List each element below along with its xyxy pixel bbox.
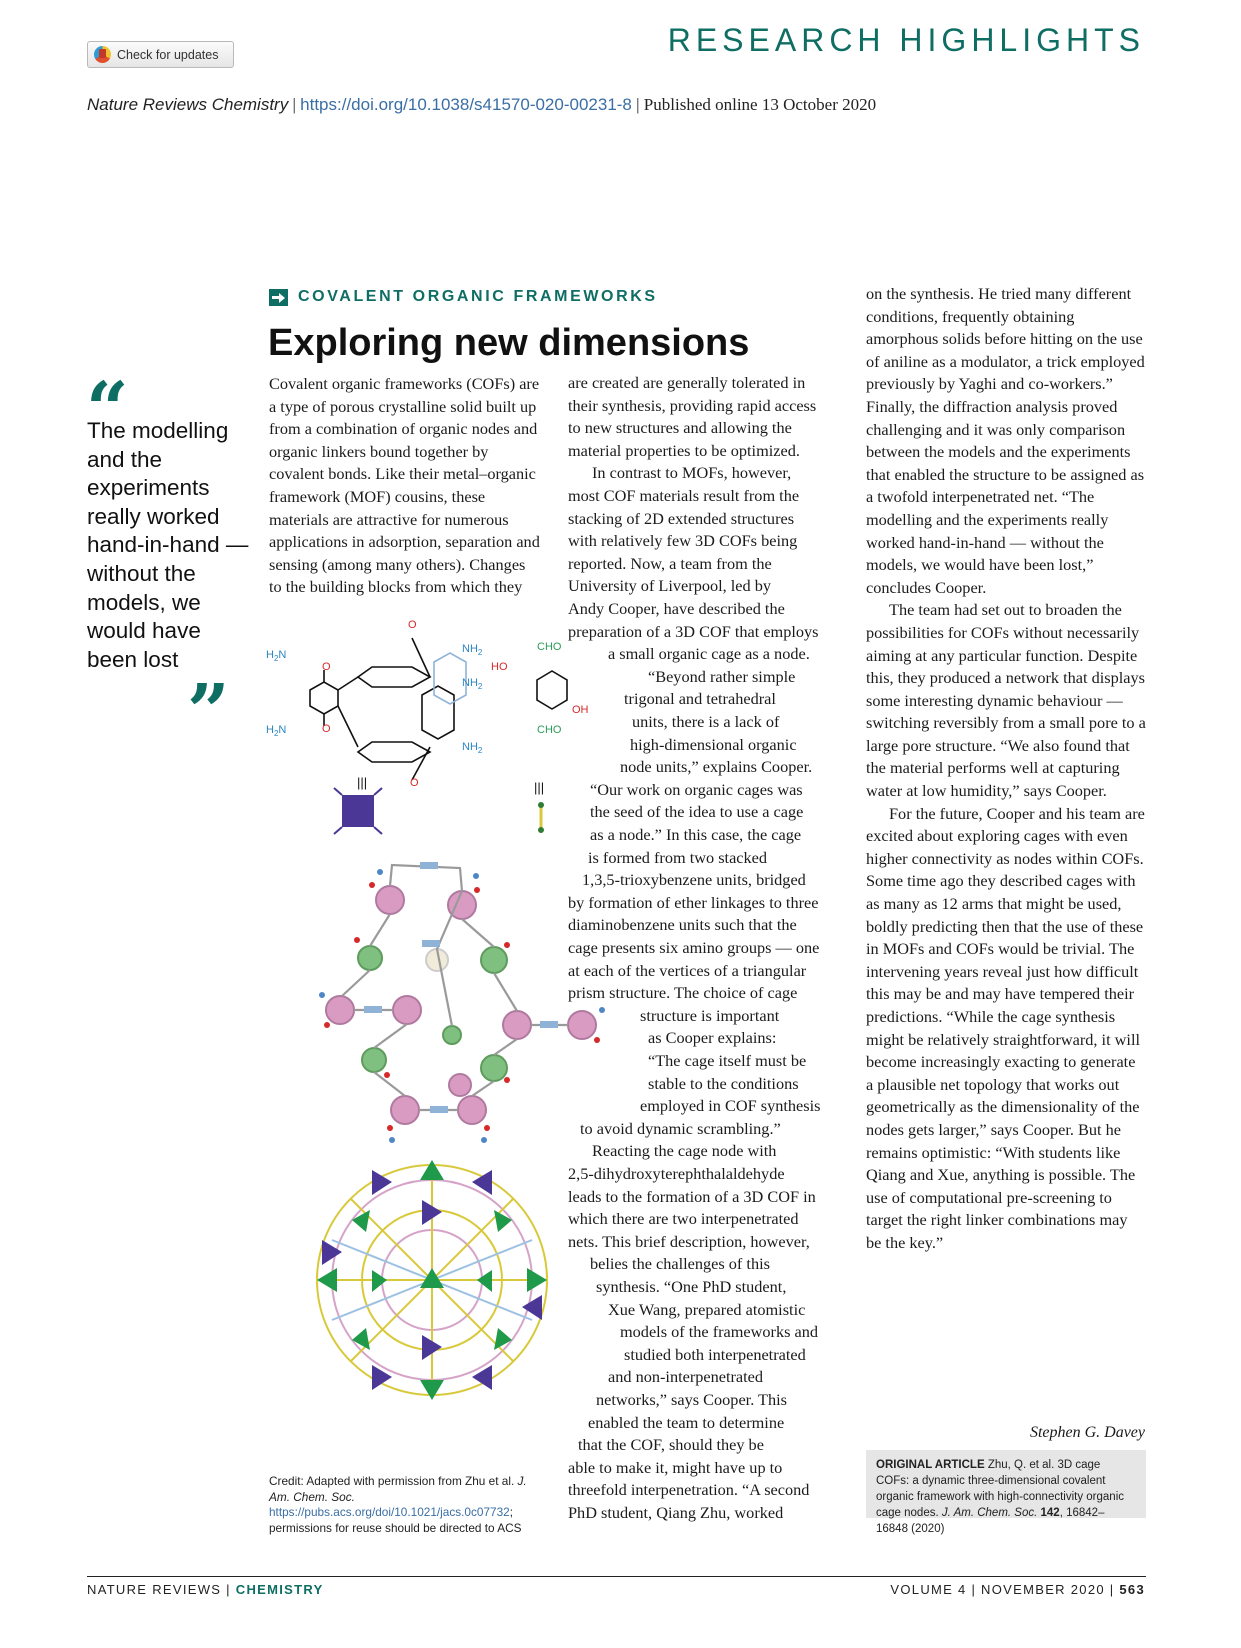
citation-line xyxy=(87,95,876,115)
original-article-text: Zhu, Q. et al. 3D cage COFs: a dynamic three-dimensional covalent organic framework with high-connectivity organic cage nodes. xyxy=(876,1459,1124,1519)
linker xyxy=(472,1081,494,1096)
footer-journal-subject: CHEMISTRY xyxy=(235,1582,324,1597)
footer-rule xyxy=(87,1576,1146,1577)
text-line: high-dimensional organic xyxy=(630,734,797,754)
aldehyde-label: CHO xyxy=(537,641,562,653)
text-line: networks,” says Cooper. This xyxy=(596,1390,787,1409)
linker-schematic xyxy=(538,802,544,833)
text-line: stacking of 2D extended structures xyxy=(568,508,795,528)
pink-node xyxy=(449,1074,471,1096)
separator: | xyxy=(292,95,301,114)
text-line: synthesis. “One PhD student, xyxy=(596,1277,787,1296)
green-node xyxy=(481,947,507,973)
article-title: Exploring new dimensions xyxy=(268,322,750,364)
blue-linker xyxy=(430,1106,448,1113)
oxygen-atom xyxy=(474,887,480,893)
text-line: structure is important xyxy=(640,1005,780,1025)
text-line: to avoid dynamic scrambling.” xyxy=(580,1118,781,1138)
text-line: most COF materials result from the xyxy=(568,486,800,505)
text-line: preparation of a 3D COF that employs xyxy=(568,621,819,641)
text-line: In contrast to MOFs, however, xyxy=(592,463,792,483)
text-line: threefold interpenetration. “A second xyxy=(568,1480,810,1500)
pink-node xyxy=(326,996,354,1024)
text-line: and non-interpenetrated xyxy=(608,1367,764,1387)
cage-molecule-drawing xyxy=(310,638,567,780)
text-line: 2,5-dihydroxyterephthalaldehyde xyxy=(568,1164,785,1183)
text-line: cage presents six amino groups — one xyxy=(568,938,820,957)
molecule-labels xyxy=(266,619,589,789)
text-line: studied both interpenetrated xyxy=(624,1344,806,1364)
credit-prefix: Credit: Adapted with permission from Zhu et al. xyxy=(269,1474,515,1488)
oxygen-atom xyxy=(484,1125,490,1131)
check-for-updates-button[interactable] xyxy=(87,41,234,68)
text-line: stable to the conditions xyxy=(648,1073,799,1093)
pink-node xyxy=(391,1096,419,1124)
amine-label: $H_2N$ xyxy=(266,649,287,663)
text-line: that the COF, should they be xyxy=(578,1435,764,1455)
text-line: 1,3,5-trioxybenzene units, bridged xyxy=(582,870,806,890)
doi-link[interactable]: https://doi.org/10.1038/s41570-020-00231-8 xyxy=(300,95,632,114)
text-line: by formation of ether linkages to three xyxy=(568,892,819,912)
text-line: prism structure. The choice of cage xyxy=(568,983,798,1003)
oxygen-atom xyxy=(354,937,360,943)
nitrogen-atom xyxy=(389,1137,395,1143)
column-1 xyxy=(269,373,541,599)
paragraph: The team had set out to broaden the possibilities for COFs without necessarily aiming at any particular function. Despite this, they produced a network that displays some interesting dynamic behaviour — switching reversibly from a small pore to a large pore structure. “We also found that the material performs well at capturing water at low humidity,” says Cooper. xyxy=(866,600,1146,801)
separator: | xyxy=(636,95,644,114)
column-3 xyxy=(866,283,1146,1255)
equivalence-mark: ||| xyxy=(534,780,545,795)
blue-linker xyxy=(420,862,438,869)
green-node-triangle xyxy=(477,1270,492,1292)
green-node xyxy=(362,1048,386,1072)
nitrogen-atom xyxy=(319,992,325,998)
footer-volume: VOLUME 4 | NOVEMBER 2020 | xyxy=(890,1582,1115,1597)
blue-linker xyxy=(364,1006,382,1013)
text-line: the seed of the idea to use a cage xyxy=(590,802,804,822)
paragraph: Covalent organic frameworks (COFs) are a type of porous crystalline solid built up from a combination of organic nodes and organic linkers bound together by covalent bonds. Like their metal–organic framework (MOF) cousins, these materials are attractive for numerous applications in adsorption, separation and sensing (among many others). Changes to the building blocks from which they xyxy=(269,374,540,597)
oxygen-atom xyxy=(594,1037,600,1043)
green-node-triangle xyxy=(352,1328,370,1350)
green-node xyxy=(358,946,382,970)
original-article-volume: 142 xyxy=(1040,1507,1060,1519)
figure-credit xyxy=(269,1474,539,1536)
topology-net-diagram xyxy=(317,1160,547,1400)
amine-label: $NH_2$ xyxy=(462,741,483,755)
benzene-ring xyxy=(358,667,430,687)
nitrogen-atom xyxy=(377,869,383,875)
crossmark-icon xyxy=(94,46,111,63)
original-article-pages: , 16842–16848 (2020) xyxy=(876,1507,1105,1535)
linker xyxy=(494,973,517,1011)
page-number: 563 xyxy=(1119,1582,1145,1597)
green-node-triangle xyxy=(527,1268,547,1292)
author-signature: Stephen G. Davey xyxy=(1029,1424,1145,1441)
nitrogen-atom xyxy=(599,1007,605,1013)
text-line: units, there is a lack of xyxy=(632,712,780,731)
cage-node-schematic xyxy=(334,788,382,834)
credit-journal: J. Am. Chem. Soc. xyxy=(269,1474,527,1504)
text-line: diaminobenzene units such that the xyxy=(568,915,797,935)
text-line: as a node.” In this case, the cage xyxy=(590,825,802,844)
green-node-triangle xyxy=(420,1160,444,1180)
text-line: able to make it, might have up to xyxy=(568,1457,783,1477)
separator: | xyxy=(226,1582,236,1597)
amine-label: $H_2N$ xyxy=(266,724,287,738)
benzene-ring xyxy=(310,682,338,714)
green-node xyxy=(481,1055,507,1081)
text-line: Andy Cooper, have described the xyxy=(568,599,785,618)
text-line: with relatively few 3D COFs being xyxy=(568,531,798,551)
text-line: “The cage itself must be xyxy=(648,1051,807,1070)
oxygen-label: O xyxy=(408,619,417,631)
linker xyxy=(462,919,494,947)
hydroxyl-label: HO xyxy=(491,661,508,673)
oxygen-label: O xyxy=(410,777,419,789)
footer-journal-name: NATURE REVIEWS xyxy=(87,1582,222,1597)
text-line: is formed from two stacked xyxy=(588,847,768,867)
green-node-triangle xyxy=(420,1380,444,1400)
linker xyxy=(370,914,390,946)
green-node-triangle xyxy=(317,1268,337,1292)
text-line: employed in COF synthesis xyxy=(640,1096,821,1116)
nitrogen-atom xyxy=(473,873,479,879)
green-node-triangle xyxy=(494,1328,512,1350)
text-line: Reacting the cage node with xyxy=(592,1141,777,1161)
text-line: which there are two interpenetrated xyxy=(568,1209,799,1229)
credit-suffix: ; permissions for reuse should be directed to ACS xyxy=(269,1505,522,1535)
section-header: RESEARCH HIGHLIGHTS xyxy=(667,22,1145,58)
text-line: belies the challenges of this xyxy=(590,1254,770,1274)
oxygen-atom xyxy=(324,1022,330,1028)
text-line: material properties to be optimized. xyxy=(568,440,800,460)
equivalence-mark: ||| xyxy=(357,775,368,790)
text-line: their synthesis, providing rapid access xyxy=(568,395,817,415)
text-line: PhD student, Qiang Zhu, worked xyxy=(568,1503,784,1522)
text-line: Xue Wang, prepared atomistic xyxy=(608,1299,806,1319)
check-updates-label: Check for updates xyxy=(117,47,219,62)
footer-issue xyxy=(890,1582,1145,1597)
close-quote-icon: ” xyxy=(187,669,230,755)
text-line: “Beyond rather simple xyxy=(648,666,796,686)
text-line: to new structures and allowing the xyxy=(568,418,792,438)
oxygen-atom xyxy=(384,1072,390,1078)
pink-node xyxy=(376,886,404,914)
text-line: enabled the team to determine xyxy=(588,1412,785,1432)
benzene-ring xyxy=(422,686,454,739)
published-date: Published online 13 October 2020 xyxy=(643,95,877,114)
text-line: leads to the formation of a 3D COF in xyxy=(568,1186,816,1206)
paragraph: For the future, Cooper and his team are excited about exploring cages with even higher connectivity as nodes within COFs. Some time ago they described cages with as many as 12 arms that might be used, boldly predicting then that the use of these in MOFs and COFs would be trivial. The intervening years reveal just how difficult this may be and may have tempered their predictions. “While the cage synthesis might be relatively straightforward, it will become increasingly exacting to generate a plausible net topology that works out geometrically as the dimensionality of the nodes gets larger,” says Cooper. But he remains optimistic: “With students like Qiang and Xue, anything is possible. The use of computational pre-screening to target the right linker combinations may be the key.” xyxy=(866,803,1145,1252)
text-line: reported. Now, a team from the xyxy=(568,553,772,573)
oxygen-atom xyxy=(387,1125,393,1131)
paragraph: on the synthesis. He tried many different conditions, frequently obtaining amorphous solids before hitting on the use of aniline as a modulator, a trick employed previously by Yaghi and co-workers.” Finally, the diffraction analysis proved challenging and it was only comparison between the models and the experiments that enabled the structure to be assigned as a twofold interpenetrated net. “The modelling and the experiments really worked hand-in-hand — without the models, we would have been lost,” concludes Cooper. xyxy=(866,284,1145,597)
node-square xyxy=(342,795,374,827)
amine-label: $NH_2$ xyxy=(462,677,483,691)
linker xyxy=(494,1039,517,1055)
text-line: nets. This brief description, however, xyxy=(568,1231,810,1251)
linker xyxy=(342,970,370,996)
cof-network-model xyxy=(319,862,605,1143)
pink-node xyxy=(458,1096,486,1124)
original-article-box xyxy=(866,1450,1146,1535)
aldehyde-label: CHO xyxy=(537,724,562,736)
category-label: COVALENT ORGANIC FRAMEWORKS xyxy=(298,288,658,305)
pink-node xyxy=(503,1011,531,1039)
benzene-ring xyxy=(358,742,430,762)
original-article-label: ORIGINAL ARTICLE xyxy=(876,1459,985,1471)
credit-doi-link[interactable]: https://pubs.acs.org/doi/10.1021/jacs.0c07732 xyxy=(269,1505,510,1519)
oxygen-atom xyxy=(504,1077,510,1083)
text-line: trigonal and tetrahedral xyxy=(624,689,776,709)
hydroxyl-label: OH xyxy=(572,704,589,716)
text-line: a small organic cage as a node. xyxy=(608,644,810,664)
open-quote-icon: “ xyxy=(86,367,129,453)
text-line: node units,” explains Cooper. xyxy=(620,757,813,777)
blue-linker xyxy=(422,940,440,947)
text-line: as Cooper explains: xyxy=(648,1028,777,1048)
original-article-journal: J. Am. Chem. Soc. xyxy=(941,1507,1038,1519)
green-node-triangle xyxy=(372,1270,387,1292)
text-line: “Our work on organic cages was xyxy=(590,779,803,799)
aldehyde-ring xyxy=(537,671,567,709)
oxygen-label: O xyxy=(322,661,331,673)
amine-label: $NH_2$ xyxy=(462,643,483,657)
article-category xyxy=(269,288,658,306)
text-line: are created are generally tolerated in xyxy=(568,373,806,392)
green-node-triangle xyxy=(494,1210,512,1232)
oxygen-atom xyxy=(504,942,510,948)
text-line: at each of the vertices of a triangular xyxy=(568,960,807,980)
pull-quote: The modelling and the experiments really worked hand-in-hand — without the models, we would have been lost xyxy=(87,418,249,672)
text-line: University of Liverpool, led by xyxy=(568,576,772,596)
blue-linker xyxy=(540,1021,558,1028)
footer-journal xyxy=(87,1582,324,1597)
journal-name: Nature Reviews Chemistry xyxy=(87,95,289,114)
nitrogen-atom xyxy=(481,1137,487,1143)
oxygen-atom xyxy=(369,882,375,888)
oxygen-label: O xyxy=(322,723,331,735)
linker xyxy=(374,1024,407,1048)
arrow-right-icon xyxy=(269,289,288,306)
pink-node xyxy=(393,996,421,1024)
green-node-triangle xyxy=(352,1210,370,1232)
pink-node xyxy=(568,1011,596,1039)
green-node xyxy=(443,1026,461,1044)
text-line: models of the frameworks and xyxy=(620,1322,819,1342)
